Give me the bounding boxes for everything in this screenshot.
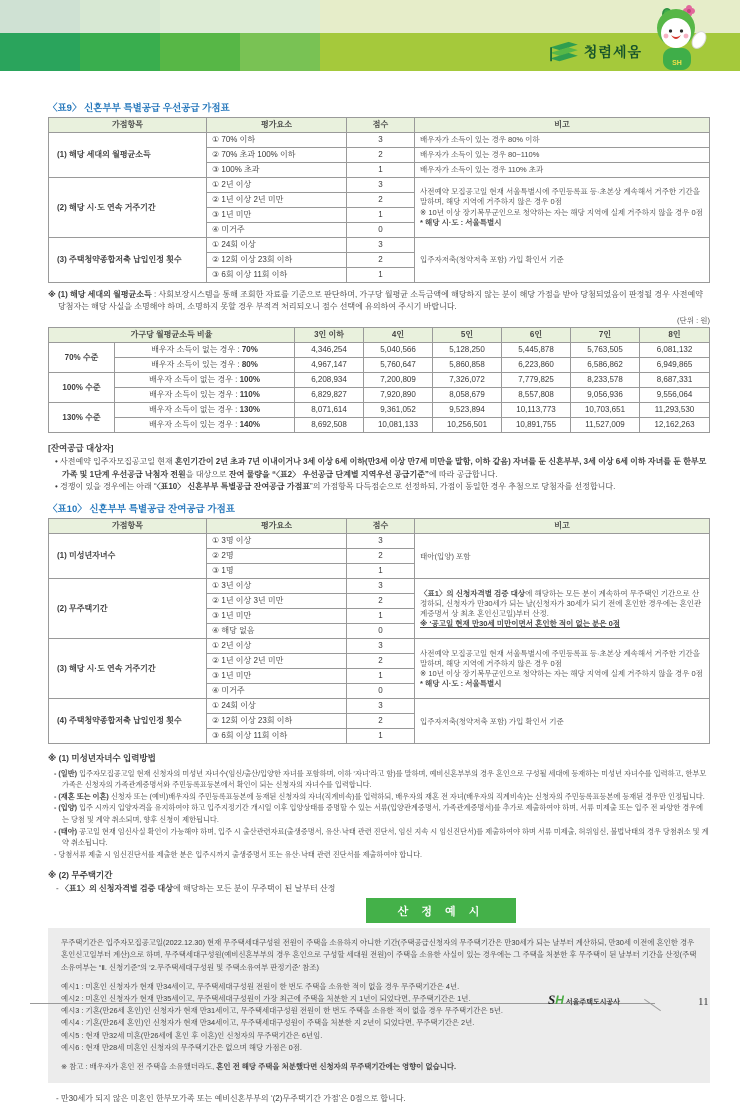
bullet-glyph: •	[55, 481, 58, 491]
amount-cell: 7,920,890	[364, 388, 433, 403]
housing-period-note	[48, 869, 710, 1104]
eval-cell: ③ 6회 이상 11회 이하	[207, 729, 347, 744]
example-line: 예시1 : 미혼인 신청자가 현재 만34세이고, 무주택세대구성원 전원이 한 번도 주택을 소유한 적이 없을 경우 무주택기간은 4년.	[61, 981, 460, 991]
amount-cell: 8,058,679	[433, 388, 502, 403]
note-line: * 해당 시·도 : 서울특별시	[420, 217, 502, 227]
sh-logo-s: S	[548, 992, 556, 1007]
ratio-pct: 110%	[239, 390, 260, 399]
note-cell: 입주자저축(청약저축 포함) 가입 확인서 기준	[415, 238, 710, 283]
score-cell: 2	[347, 148, 415, 163]
building-roofs-icon	[548, 40, 580, 64]
housing-note-title: ※ (2) 무주택기간	[48, 870, 113, 881]
minor-note-item	[48, 849, 710, 861]
amount-cell: 5,860,858	[433, 358, 502, 373]
amount-cell: 10,113,773	[502, 403, 571, 418]
ratio-cell	[115, 388, 295, 403]
score-cell: 3	[347, 534, 415, 549]
eval-cell: ③ 1년 미만	[207, 669, 347, 684]
income-note	[48, 289, 710, 313]
col-header-ratio: 가구당 월평균소득 비율	[49, 328, 295, 343]
eval-cell: ④ 미거주	[207, 223, 347, 238]
income-note-lead: ※ (1) 해당 세대의 월평균소득	[48, 290, 152, 299]
ratio-label: 배우자 소득이 없는 경우 :	[148, 405, 240, 414]
amount-cell: 4,967,147	[295, 358, 364, 373]
table10-title: 〈표10〉 신혼부부 특별공급 잔여공급 가점표	[48, 504, 235, 516]
example-line: 예시4 : 기혼(만26세 혼인)인 신청자가 현재 만34세이고, 무주택세대구성원이 주택을 처분한 지 2년이 되었다면, 무주택기간은 2년.	[61, 1018, 475, 1028]
col-header-item: 가점항목	[49, 118, 207, 133]
ratio-pct: 70%	[241, 345, 258, 354]
col-header-item: 가점항목	[49, 519, 207, 534]
ratio-cell	[115, 418, 295, 433]
amount-cell: 8,687,331	[640, 373, 710, 388]
note-cell: 배우자가 소득이 있는 경우 80~110%	[415, 148, 710, 163]
note-cell	[415, 579, 710, 639]
score-cell: 2	[347, 253, 415, 268]
band-segment	[80, 0, 160, 33]
score-cell: 3	[347, 579, 415, 594]
score-cell: 0	[347, 624, 415, 639]
eval-cell: ② 12회 이상 23회 이하	[207, 253, 347, 268]
text-segment-bold: 잔여 물량을 “〈표2〉 우선공급 단계별 지역우선 공급기준”	[228, 469, 429, 479]
score-cell: 2	[347, 714, 415, 729]
band-segment	[160, 0, 320, 33]
organization-name: 서울주택도시공사	[565, 999, 621, 1006]
sh-logo-h: H	[555, 993, 564, 1007]
text-segment-bold: 〈표10〉 신혼부부 특별공급 잔여공급 가점표	[156, 481, 311, 491]
minor-note-item	[48, 826, 710, 849]
col-header-eval: 평가요소	[207, 519, 347, 534]
amount-cell: 11,527,009	[571, 418, 640, 433]
col-header-hh7: 7인	[571, 328, 640, 343]
eval-cell: ③ 1년 미만	[207, 609, 347, 624]
header-band-top	[0, 0, 740, 33]
amount-cell: 9,056,936	[571, 388, 640, 403]
eval-cell: ① 70% 이하	[207, 133, 347, 148]
criteria-cell: (2) 무주택기간	[49, 579, 207, 639]
ratio-label: 배우자 소득이 있는 경우 :	[148, 420, 240, 429]
amount-cell: 10,891,755	[502, 418, 571, 433]
level-cell: 130% 수준	[49, 403, 115, 433]
score-cell: 3	[347, 639, 415, 654]
score-cell: 2	[347, 549, 415, 564]
amount-cell: 6,586,862	[571, 358, 640, 373]
note-cell: 배우자가 소득이 있는 경우 80% 이하	[415, 133, 710, 148]
eval-cell: ① 3년 이상	[207, 579, 347, 594]
residual-header: [잔여공급 대상자]	[48, 443, 114, 453]
eval-cell: ② 1년 이상 2년 미만	[207, 654, 347, 669]
item-lead: - (일반)	[54, 768, 78, 778]
note-cell: 입주자저축(청약저축 포함) 가입 확인서 기준	[415, 699, 710, 744]
amount-cell: 5,040,566	[364, 343, 433, 358]
page-content	[48, 100, 710, 1104]
residual-bullet-2	[48, 481, 710, 493]
criteria-cell: (3) 해당 시·도 연속 거주기간	[49, 639, 207, 699]
amount-cell: 4,346,254	[295, 343, 364, 358]
col-header-score: 점수	[347, 519, 415, 534]
col-header-note: 비고	[415, 519, 710, 534]
ratio-cell	[115, 358, 295, 373]
amount-cell: 12,162,263	[640, 418, 710, 433]
amount-cell: 8,557,808	[502, 388, 571, 403]
col-header-note: 비고	[415, 118, 710, 133]
eval-cell: ③ 100% 초과	[207, 163, 347, 178]
text-segment: 경쟁이 있을 경우에는 아래 “	[60, 481, 157, 491]
score-cell: 1	[347, 163, 415, 178]
score-cell: 0	[347, 223, 415, 238]
amount-cell: 6,081,132	[640, 343, 710, 358]
score-cell: 1	[347, 669, 415, 684]
sh-mascot	[646, 6, 708, 79]
amount-cell: 9,361,052	[364, 403, 433, 418]
eval-cell: ① 2년 이상	[207, 178, 347, 193]
item-text: 당첨서류 제출 시 임신진단서를 제출한 분은 입주시까지 출생증명서 또는 유산·낙태 관련 진단서를 제출하여야 합니다.	[56, 849, 423, 859]
band-segment	[80, 33, 160, 71]
text-segment: 에 해당하는 모든 분이 무주택이 된 날부터 산정	[173, 884, 336, 894]
criteria-cell: (1) 해당 세대의 월평균소득	[49, 133, 207, 178]
note-line: 사전예약 모집공고일 현재 서울특별시에 주민등록표 등·초본상 계속해서 거주한 기간을 말하며, 해당 지역에 거주하지 않은 경우 0점	[420, 648, 700, 668]
reference-line	[61, 1061, 697, 1073]
col-header-eval: 평가요소	[207, 118, 347, 133]
mascot-character-icon	[646, 6, 708, 74]
amount-cell: 5,128,250	[433, 343, 502, 358]
residual-supply-section	[48, 442, 710, 493]
amount-cell: 6,949,865	[640, 358, 710, 373]
table9	[48, 117, 710, 283]
col-header-score: 점수	[347, 118, 415, 133]
amount-cell: 9,556,064	[640, 388, 710, 403]
score-cell: 1	[347, 564, 415, 579]
example-paragraph: 무주택기간은 입주자모집공고일(2022.12.30) 현재 무주택세대구성원 전원이 주택을 소유하지 아니한 기간(주택공급신청자의 무주택기간은 만30세가 되는 날부터 계산하되, 만30세 이전에 혼인한 경우 혼인신고일부터 계산)으로 하며, 무주택세대구성원(예비신혼부부의 경우 혼인으로 구성할 세대원 전원)이 주택을 소유한 사실이 있는 경우에는 그 주택을 처분한 후 무주택이 된 날부터 기간을 산정(주택소유여부는 “Ⅱ. 신청기준”의 ‘2.무주택세대구성원 및 주택소유여부 판정기준’ 참조)	[61, 938, 697, 972]
table9-title: 〈표9〉 신혼부부 특별공급 우선공급 가점표	[48, 103, 230, 114]
text-segment: 사전예약 입주자모집공고일 현재	[60, 457, 175, 467]
bullet-glyph: •	[55, 457, 58, 467]
eval-cell: ② 2명	[207, 549, 347, 564]
minor-note-item	[48, 768, 710, 791]
eval-cell: ② 1년 이상 3년 미만	[207, 594, 347, 609]
amount-cell: 7,779,825	[502, 373, 571, 388]
band-segment	[160, 33, 240, 71]
text-segment: 을 대상으로	[185, 469, 229, 479]
score-cell: 2	[347, 594, 415, 609]
eval-cell: ③ 1년 미만	[207, 208, 347, 223]
amount-cell: 5,763,505	[571, 343, 640, 358]
score-cell: 3	[347, 238, 415, 253]
text-segment-bold: 혼인기간이 2년 초과 7년 이내이거나 3세 이상 6세 이하(만3세 이상 만7세 미만을 말함, 이하 같음) 자녀를 둔 신혼부부, 3세 이상 6세 이하 자녀를 둔 한부모가족 및 1단계 우선공급 낙첨자 전원	[62, 457, 707, 479]
residual-bullet-1	[48, 456, 710, 481]
ratio-cell	[115, 373, 295, 388]
amount-cell: 11,293,530	[640, 403, 710, 418]
eval-cell: ① 24회 이상	[207, 238, 347, 253]
ratio-pct: 100%	[239, 375, 261, 384]
col-header-hh5: 5인	[433, 328, 502, 343]
amount-cell: 8,692,508	[295, 418, 364, 433]
score-cell: 1	[347, 609, 415, 624]
eval-cell: ① 2년 이상	[207, 639, 347, 654]
band-segment	[0, 0, 80, 33]
footer-logo	[548, 992, 620, 1008]
item-lead: - (재혼 또는 이혼)	[54, 791, 109, 801]
page-number: 11	[698, 996, 709, 1008]
note-cell: 태아(입양) 포함	[415, 534, 710, 579]
example-line: 예시3 : 기혼(만26세 혼인)인 신청자가 현재 만31세이고, 무주택세대구성원 전원이 한 번도 주택을 소유한 적이 없을 경우 무주택기간은 5년.	[61, 1006, 503, 1016]
ratio-label: 배우자 소득이 있는 경우 :	[151, 360, 242, 369]
calculation-example-badge: 산 정 예 시	[366, 898, 516, 923]
item-text: 입주 시까지 입양자격을 유지하여야 하고 입주지정기간 개시일 이후 입양상태를 증명할 수 있는 서류(입양관계증명서, 가족관계증명서)를 추가로 제출하여야 하며, 서류 미제출 또는 입주 전 파양한 경우에는 당첨 및 계약 취소되며, 향후 신청이 제한됩니다.	[62, 803, 704, 824]
item-text: 입주자모집공고일 현재 신청자의 미성년 자녀수(임신/출산/입양한 자녀를 포함하며, 이하 ‘자녀’라고 함)를 말하며, 예비신혼부부의 경우 혼인으로 구성될 세대에 등재하는 미성년 자녀수를 입력하고, 한부모가족은 신청자의 가족관계증명서와 주민등록표등본에서 확인이 되는 신청자의 자녀수를 입력합니다.	[62, 768, 707, 790]
eval-cell: ① 3명 이상	[207, 534, 347, 549]
text-segment: -	[56, 884, 61, 894]
item-lead: - (태아)	[54, 826, 78, 836]
score-cell: 1	[347, 729, 415, 744]
score-cell: 0	[347, 684, 415, 699]
ratio-pct: 80%	[241, 360, 258, 369]
eval-cell: ① 24회 이상	[207, 699, 347, 714]
score-cell: 1	[347, 208, 415, 223]
ratio-pct: 140%	[239, 420, 261, 429]
criteria-cell: (2) 해당 시·도 연속 거주기간	[49, 178, 207, 238]
note-line: ※ 10년 이상 장기복무군인으로 청약하는 자는 해당 지역에 실제 거주하지 않을 경우 0점	[420, 668, 703, 678]
eval-cell: ② 70% 초과 100% 이하	[207, 148, 347, 163]
eval-cell: ② 12회 이상 23회 이하	[207, 714, 347, 729]
note-line	[420, 589, 704, 619]
col-header-hh3: 3인 이하	[295, 328, 364, 343]
text-segment-bold: 혼인 전 해당 주택을 처분했다면 신청자의 무주택기간에는 영향이 없습니다.	[216, 1062, 457, 1072]
text-segment: 에 따라 공급합니다.	[428, 469, 498, 479]
amount-cell: 6,829,827	[295, 388, 364, 403]
ratio-cell	[115, 403, 295, 418]
criteria-cell: (3) 주택청약종합저축 납입인정 횟수	[49, 238, 207, 283]
amount-cell: 10,703,651	[571, 403, 640, 418]
ratio-label: 배우자 소득이 없는 경우 :	[148, 375, 240, 384]
criteria-cell: (4) 주택청약종합저축 납입인정 횟수	[49, 699, 207, 744]
note-line: ※ 10년 이상 장기복무군인으로 청약하는 자는 해당 지역에 실제 거주하지 않을 경우 0점	[420, 207, 703, 217]
note-line: ※ ‘공고일 현재 만30세 미만이면서 혼인한 적이 없는 분은 0점	[420, 618, 621, 628]
text-segment: 에 해당하는 모든 분이 계속하여 무주택인 기간으로 산정하되, 신청자가 만30세가 되는 날(신청자가 30세가 되기 전에 혼인한 경우에는 혼인관계증명서 상 최초 혼인신고일)부터 산정.	[420, 588, 702, 618]
slogan-text: 청렴세움	[583, 44, 642, 60]
ratio-cell	[115, 343, 295, 358]
criteria-cell: (1) 미성년자녀수	[49, 534, 207, 579]
table10	[48, 518, 710, 744]
item-lead: -	[54, 849, 57, 859]
example-line: 예시6 : 현재 만28세 미혼인 신청자의 무주택기간은 없으며 해당 가점은 0점.	[61, 1042, 302, 1052]
score-cell: 3	[347, 133, 415, 148]
example-line: 예시2 : 미혼인 신청자가 현재 만35세이고, 무주택세대구성원이 가장 최근에 주택을 처분한 지 1년이 되었다면, 무주택기간은 1년.	[61, 993, 471, 1003]
note-cell: 배우자가 소득이 있는 경우 110% 초과	[415, 163, 710, 178]
amount-cell: 10,256,501	[433, 418, 502, 433]
income-table	[48, 327, 710, 433]
minor-note-item	[48, 791, 710, 803]
unit-label: (단위 : 원)	[677, 316, 710, 325]
ratio-label: 배우자 소득이 있는 경우 :	[149, 390, 240, 399]
col-header-hh4: 4인	[364, 328, 433, 343]
amount-cell: 7,200,809	[364, 373, 433, 388]
score-cell: 2	[347, 654, 415, 669]
example-line: 예시5 : 현재 만32세 미혼(만26세에 혼인 후 이혼)인 신청자의 무주택기간은 6년임.	[61, 1030, 323, 1040]
score-cell: 1	[347, 268, 415, 283]
final-note: - 만30세가 되지 않은 미혼인 한부모가족 또는 예비신혼부부의 ‘(2)무주택기간 가점’은 0점으로 합니다.	[56, 1094, 406, 1104]
minor-children-note	[48, 752, 710, 860]
item-lead: - (입양)	[54, 803, 78, 813]
ratio-pct: 130%	[239, 405, 261, 414]
note-line: 사전예약 모집공고일 현재 서울특별시에 주민등록표 등·초본상 계속해서 거주한 기간을 말하며, 해당 지역에 거주하지 않은 경우 0점	[420, 187, 700, 207]
text-segment: ※ 참고 : 배우자가 혼인 전 주택을 소유했더라도,	[61, 1062, 217, 1072]
amount-cell: 7,326,072	[433, 373, 502, 388]
amount-cell: 5,445,878	[502, 343, 571, 358]
mascot-label: SH	[672, 60, 682, 67]
score-cell: 3	[347, 699, 415, 714]
amount-cell: 10,081,133	[364, 418, 433, 433]
eval-cell: ④ 해당 없음	[207, 624, 347, 639]
amount-cell: 9,523,894	[433, 403, 502, 418]
ratio-label: 배우자 소득이 없는 경우 :	[151, 345, 242, 354]
note-cell	[415, 639, 710, 699]
col-header-hh8: 8인	[640, 328, 710, 343]
score-cell: 3	[347, 178, 415, 193]
integrity-brand	[548, 40, 642, 64]
col-header-hh6: 6인	[502, 328, 571, 343]
band-segment	[0, 33, 80, 71]
level-cell: 70% 수준	[49, 343, 115, 373]
score-cell: 2	[347, 193, 415, 208]
text-segment-bold: 〈표1〉의 신청자격별 검증 대상	[420, 588, 526, 598]
amount-cell: 6,208,934	[295, 373, 364, 388]
amount-cell: 6,223,860	[502, 358, 571, 373]
band-segment	[240, 33, 320, 71]
amount-cell: 8,071,614	[295, 403, 364, 418]
amount-cell: 5,760,647	[364, 358, 433, 373]
eval-cell: ③ 1명	[207, 564, 347, 579]
amount-cell: 8,233,578	[571, 373, 640, 388]
note-line: * 해당 시·도 : 서울특별시	[420, 678, 502, 688]
eval-cell: ② 1년 이상 2년 미만	[207, 193, 347, 208]
minor-note-title: ※ (1) 미성년자녀수 입력방법	[48, 753, 156, 764]
item-text: 신청자 또는 (예비)배우자의 주민등록표등본에 등재된 신청자의 자녀(직계비속)를 입력하되, 배우자의 재혼 전 자녀(배우자의 직계비속)는 신청자의 주민등록표등본에 등재된 경우만 인정됩니다.	[108, 791, 705, 801]
text-segment-bold: 〈표1〉의 신청자격별 검증 대상	[60, 884, 174, 894]
minor-note-item	[48, 802, 710, 825]
income-note-text: : 사회보장시스템을 통해 조회한 자료를 기준으로 판단하며, 가구당 월평균 소득금액에 해당하지 않는 분이 해당 가점을 받아 당첨되었음이 판정될 경우 사전예약 당첨자는 해당 사실을 소명해야 하며, 소명하지 못할 경우 부적격 처리되오니 점수 선택에 유의하여 주시기 바랍니다.	[58, 290, 703, 311]
note-cell	[415, 178, 710, 238]
eval-cell: ③ 6회 이상 11회 이하	[207, 268, 347, 283]
housing-note-sub	[48, 883, 710, 894]
item-text: 공고일 현재 임신사실 확인이 가능해야 하며, 입주 시 출산관련자료(출생증명서, 유산·낙태 관련 진단서, 임신 지속 시 임신진단서)를 제출하여야 하며 서류 미제출, 허위임신, 불법낙태의 경우 당첨취소 및 계약 취소됩니다.	[62, 826, 709, 848]
level-cell: 100% 수준	[49, 373, 115, 403]
text-segment: ”의 가점항목 다득점순으로 선정하되, 가점이 동일한 경우 추첨으로 당첨자를 선정합니다.	[310, 481, 616, 491]
eval-cell: ④ 미거주	[207, 684, 347, 699]
